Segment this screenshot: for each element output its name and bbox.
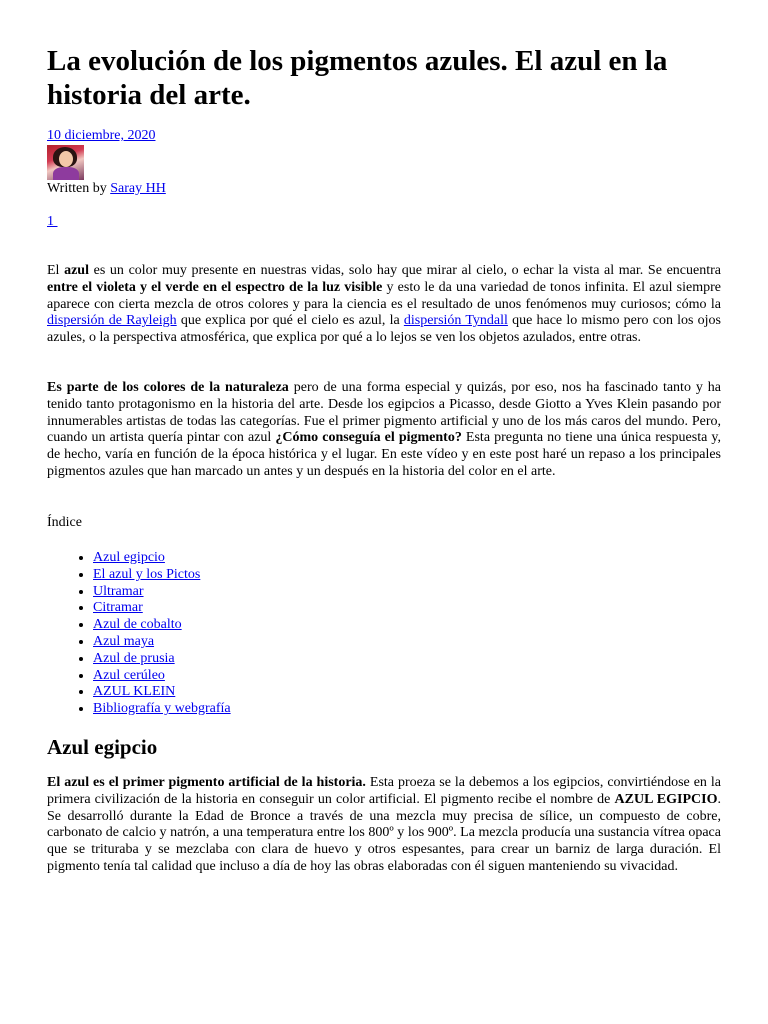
s1-text-2: . Se desarrolló durante la Edad de Bronce a través de una mezcla muy precisa de sílice, un compuesto de cobre, carbonato de calcio y natrón, a una temperatura entre los 800º y los 900º. La mezcla producía una sustancia vítrea opaca que se trituraba y se mezclaba con clara de huevo y otros espesantes, para crear un barniz de larga duración. El pigmento tenía tal calidad que incluso a día de hoy las obras elaboradas con él siguen manteniendo su vivacidad.	[47, 791, 721, 874]
s1-bold-2: AZUL EGIPCIO	[614, 791, 718, 807]
author-avatar[interactable]	[47, 145, 84, 180]
toc-item	[93, 550, 231, 567]
toc-link-klein[interactable]: AZUL KLEIN	[93, 684, 176, 700]
avatar-face	[59, 151, 73, 167]
toc-item	[93, 651, 231, 668]
toc-item	[93, 584, 231, 601]
toc-item	[93, 617, 231, 634]
p2-bold-1: Es parte de los colores de la naturaleza	[47, 380, 289, 395]
toc-link-azul-egipcio[interactable]: Azul egipcio	[93, 550, 165, 565]
byline-prefix: Written by	[47, 181, 111, 196]
p1-bold-2: entre el violeta y el verde en el espectro de la luz visible	[47, 279, 383, 295]
byline	[47, 181, 166, 197]
toc-link-maya[interactable]: Azul maya	[93, 633, 155, 649]
toc-item	[93, 600, 231, 617]
toc-link-pictos[interactable]: El azul y los Pictos	[93, 566, 201, 582]
p1-text-2: es un color muy presente en nuestras vidas, solo hay que mirar al cielo, o echar la vista al mar. Se encuentra	[88, 263, 721, 278]
section-heading-azul-egipcio: Azul egipcio	[47, 735, 158, 759]
p1-text-4: que explica por qué el cielo es azul, la	[176, 313, 404, 329]
table-of-contents	[47, 550, 231, 718]
s1-bold-1: El azul es el primer pigmento artificial de la historia.	[47, 775, 366, 790]
p2-text-1: pero de una forma especial y quizás, por eso, nos ha fascinado tanto y ha tenido tanto protagonismo en la historia del arte. Desde los egipcios a Picasso, desde Giotto a Yves Klein pasando por innumerables artistas de todas las categorías. Fue el primer pigmento artificial y uno de los más caros del mundo. Pero, cuando un artista quería pintar con azul	[47, 380, 721, 446]
article-title: La evolución de los pigmentos azules. El azul en la historia del arte.	[47, 45, 668, 111]
toc-item	[93, 634, 231, 651]
p2-text-2: Esta pregunta no tiene una única respuesta y, de hecho, varía en función de la época histórica y el lugar. En este vídeo y en este post haré un repaso a los principales pigmentos azules que han marcado un antes y un después en la historia del color en el arte.	[47, 430, 721, 479]
p1-text-3: y esto le da una variedad de tonos infinita. El azul siempre aparece con cierta mezcla de otros colores y para la ciencia es el resultado de unos fenómenos muy curiosos; cómo la	[47, 279, 721, 312]
article-date-link[interactable]: 10 diciembre, 2020	[47, 128, 156, 143]
second-paragraph	[47, 380, 721, 481]
toc-link-ceruleo[interactable]: Azul cerúleo	[93, 667, 165, 683]
toc-item	[93, 684, 231, 701]
azul-egipcio-paragraph	[47, 775, 721, 876]
toc-item	[93, 701, 231, 718]
p1-text-1: El	[47, 263, 65, 278]
rayleigh-link[interactable]: dispersión de Rayleigh	[47, 313, 177, 329]
comments-container	[47, 214, 58, 230]
toc-link-citramar[interactable]: Citramar	[93, 600, 143, 616]
toc-link-cobalto[interactable]: Azul de cobalto	[93, 617, 182, 633]
article-date-container	[47, 128, 155, 144]
toc-link-prusia[interactable]: Azul de prusia	[93, 650, 175, 666]
comments-count: 1	[47, 214, 54, 229]
intro-paragraph	[47, 263, 721, 347]
toc-link-ultramar[interactable]: Ultramar	[93, 583, 144, 599]
author-link[interactable]: Saray HH	[110, 181, 166, 196]
toc-item	[93, 567, 231, 584]
p1-text-5: que hace lo mismo pero con los ojos azules, o la perspectiva atmosférica, que explica por qué a lo lejos se ven los objetos azulados, entre otras.	[47, 313, 721, 346]
toc-link-bibliografia[interactable]: Bibliografía y webgrafía	[93, 701, 231, 717]
toc-item	[93, 668, 231, 685]
p2-bold-2: ¿Cómo conseguía el pigmento?	[275, 430, 462, 446]
avatar-body	[53, 167, 79, 180]
tyndall-link[interactable]: dispersión Tyndall	[403, 313, 508, 329]
s1-text-1: Esta proeza se la debemos a los egipcios, convirtiéndose en la primera civilización de la historia en conseguir un color artificial. El pigmento recibe el nombre de	[47, 775, 721, 807]
toc-label: Índice	[47, 515, 82, 530]
p1-bold-1: azul	[64, 263, 89, 278]
comments-count-link[interactable]	[47, 214, 58, 229]
